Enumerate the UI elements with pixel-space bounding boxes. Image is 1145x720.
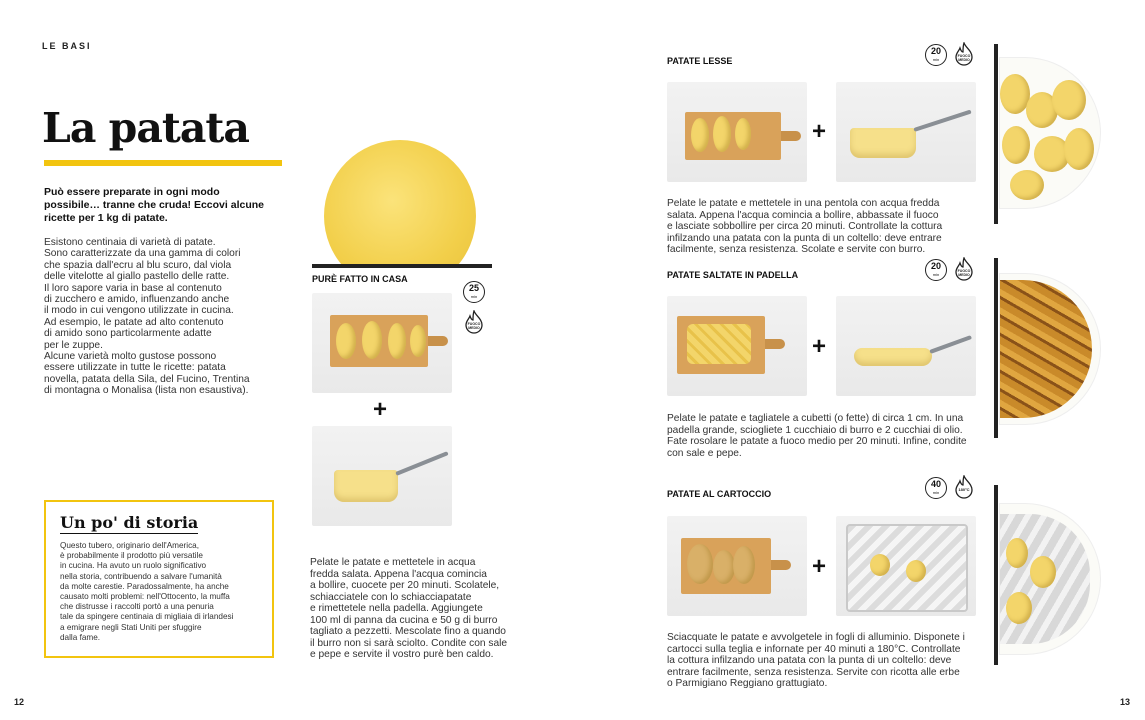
page-number-right: 13 bbox=[1120, 697, 1131, 707]
body-line: di amido sono particolarmente adatte bbox=[44, 328, 212, 340]
page-number-left: 12 bbox=[14, 697, 25, 707]
body-line: Alcune varietà molto gustose possono bbox=[44, 351, 217, 363]
recipe-title: PATATE SALTATE IN PADELLA bbox=[667, 270, 799, 280]
photo-frying-pan bbox=[836, 296, 976, 396]
intro-text: Può essere preparate in ogni modo possibile… tranne che cruda! Eccovi alcune ricette per 1 kg di patate. bbox=[44, 186, 264, 224]
body-line: Il loro sapore varia in base al contenuto bbox=[44, 282, 222, 294]
flame-icon bbox=[953, 475, 975, 499]
section-divider bbox=[994, 258, 998, 438]
recipe-title: PATATE LESSE bbox=[667, 56, 733, 66]
page-title: La patata bbox=[42, 104, 249, 152]
heat-label: FUOCO MEDIO bbox=[467, 322, 481, 330]
recipe-text: Sciacquate le patate e avvolgetele in fogli di alluminio. Disponete i cartocci sulla teglia e infornate per 40 minuti a 180°C. Controllate la cottura infilzando una patata con la punta di un coltello: deve entrare facilmente, senza resistenza. Servite con ricotta alle erbe o Parmigiano Reggiano grattugiato. bbox=[667, 632, 965, 689]
photo-potatoes-board bbox=[667, 82, 807, 182]
photo-whole-potatoes bbox=[667, 516, 807, 616]
section-divider bbox=[994, 44, 998, 224]
body-line: di zucchero e amido, influenzando anche bbox=[44, 294, 230, 306]
body-line: Ad esempio, le patate ad alto contenuto bbox=[44, 316, 224, 328]
boiled-potatoes-plate bbox=[1000, 58, 1100, 208]
recipe-title: PURÈ FATTO IN CASA bbox=[312, 274, 408, 284]
body-line: che spazia dall'ecru al blu scuro, dal viola bbox=[44, 259, 232, 271]
recipe-text: Pelate le patate e mettetele in una pentola con acqua fredda salata. Appena l'acqua comincia a bollire, abbassate il fuoco e lasciate sobbollire per circa 20 minuti. Controllate la cottura infilzando una patata con la punta di un coltello: deve entrare facilmente, senza resistenza. Scolate e servite con burro. bbox=[667, 198, 943, 255]
body-text bbox=[44, 237, 274, 397]
timer-icon: 20 min bbox=[925, 44, 947, 66]
section-kicker: LE BASI bbox=[42, 41, 92, 51]
body-line: per le zuppe. bbox=[44, 339, 103, 351]
history-text: Questo tubero, originario dell'America, è probabilmente il prodotto più versatile in cucina. Ha avuto un ruolo significativo nella storia, contribuendo a salvare l'umanità da molte carestie. Paradossalmente, ha anche causato molti problemi: nell'Ottocento, la muffa che distrusse i raccolti portò a una penuria tale da spingere centinaia di migliaia di irlandesi a emigrare negli Stati Uniti per sfuggire dalla fame. bbox=[60, 541, 234, 642]
plus-sign: + bbox=[373, 396, 388, 423]
history-box bbox=[44, 500, 274, 658]
heat-label: FUOCO MEDIO bbox=[957, 269, 971, 277]
history-title: Un po' di storia bbox=[60, 513, 199, 532]
mashed-potato-photo bbox=[312, 138, 490, 266]
body-line: delle vitelotte al giallo pastello delle ratte. bbox=[44, 271, 230, 283]
plus-sign: + bbox=[812, 553, 827, 580]
photo-foil-tray bbox=[836, 516, 976, 616]
photo-saucepan bbox=[312, 426, 452, 526]
flame-icon bbox=[953, 257, 975, 281]
body-line: Esistono centinaia di varietà di patate. bbox=[44, 237, 216, 248]
photo-potatoes-board bbox=[312, 293, 452, 393]
plus-sign: + bbox=[812, 118, 827, 145]
body-line: novella, patata della Sila, del Fucino, Trentina bbox=[44, 373, 250, 385]
flame-icon bbox=[463, 310, 485, 334]
body-line: Sono caratterizzate da una gamma di colori bbox=[44, 248, 241, 260]
timer-icon: 20 min bbox=[925, 259, 947, 281]
photo-diced-potatoes bbox=[667, 296, 807, 396]
timer-icon: 40 min bbox=[925, 477, 947, 499]
flame-icon bbox=[953, 42, 975, 66]
baked-potatoes-plate bbox=[1000, 504, 1100, 654]
section-divider bbox=[994, 485, 998, 665]
heat-label: 180°C bbox=[958, 487, 970, 492]
recipe-title: PATATE AL CARTOCCIO bbox=[667, 489, 772, 499]
mashed-underline bbox=[312, 264, 492, 268]
heat-label: FUOCO MEDIO bbox=[957, 54, 971, 62]
recipe-text: Pelate le patate e mettetele in acqua fredda salata. Appena l'acqua comincia a bollire, cuocete per 20 minuti. Scolatele, schiacciatele con lo schiacciapatate e rimettetele nella padella. Aggiungete 100 ml di panna da cucina e 50 g di burro tagliato a pezzetti. Mescolate fino a quando il burro non si sarà sciolto. Condite con sale e pepe e servite il vostro purè ben caldo. bbox=[310, 557, 508, 660]
fried-potatoes-plate bbox=[1000, 274, 1100, 424]
plus-sign: + bbox=[812, 333, 827, 360]
timer-icon: 25 min bbox=[463, 281, 485, 303]
photo-saucepan bbox=[836, 82, 976, 182]
body-line: essere utilizzate in tutte le ricette: patata bbox=[44, 362, 226, 374]
body-line: di montagna o Monalisa (lista non esaustiva). bbox=[44, 385, 249, 397]
title-underline bbox=[44, 160, 282, 166]
body-line: il modo in cui vengono utilizzate in cucina. bbox=[44, 305, 234, 317]
recipe-text: Pelate le patate e tagliatele a cubetti (o fette) di circa 1 cm. In una padella grande, sciogliete 1 cucchiaio di burro e 2 cucchiai di olio. Fate rosolare le patate a fuoco medio per 20 minuti. Infine, condite con sale e pepe. bbox=[667, 413, 967, 459]
